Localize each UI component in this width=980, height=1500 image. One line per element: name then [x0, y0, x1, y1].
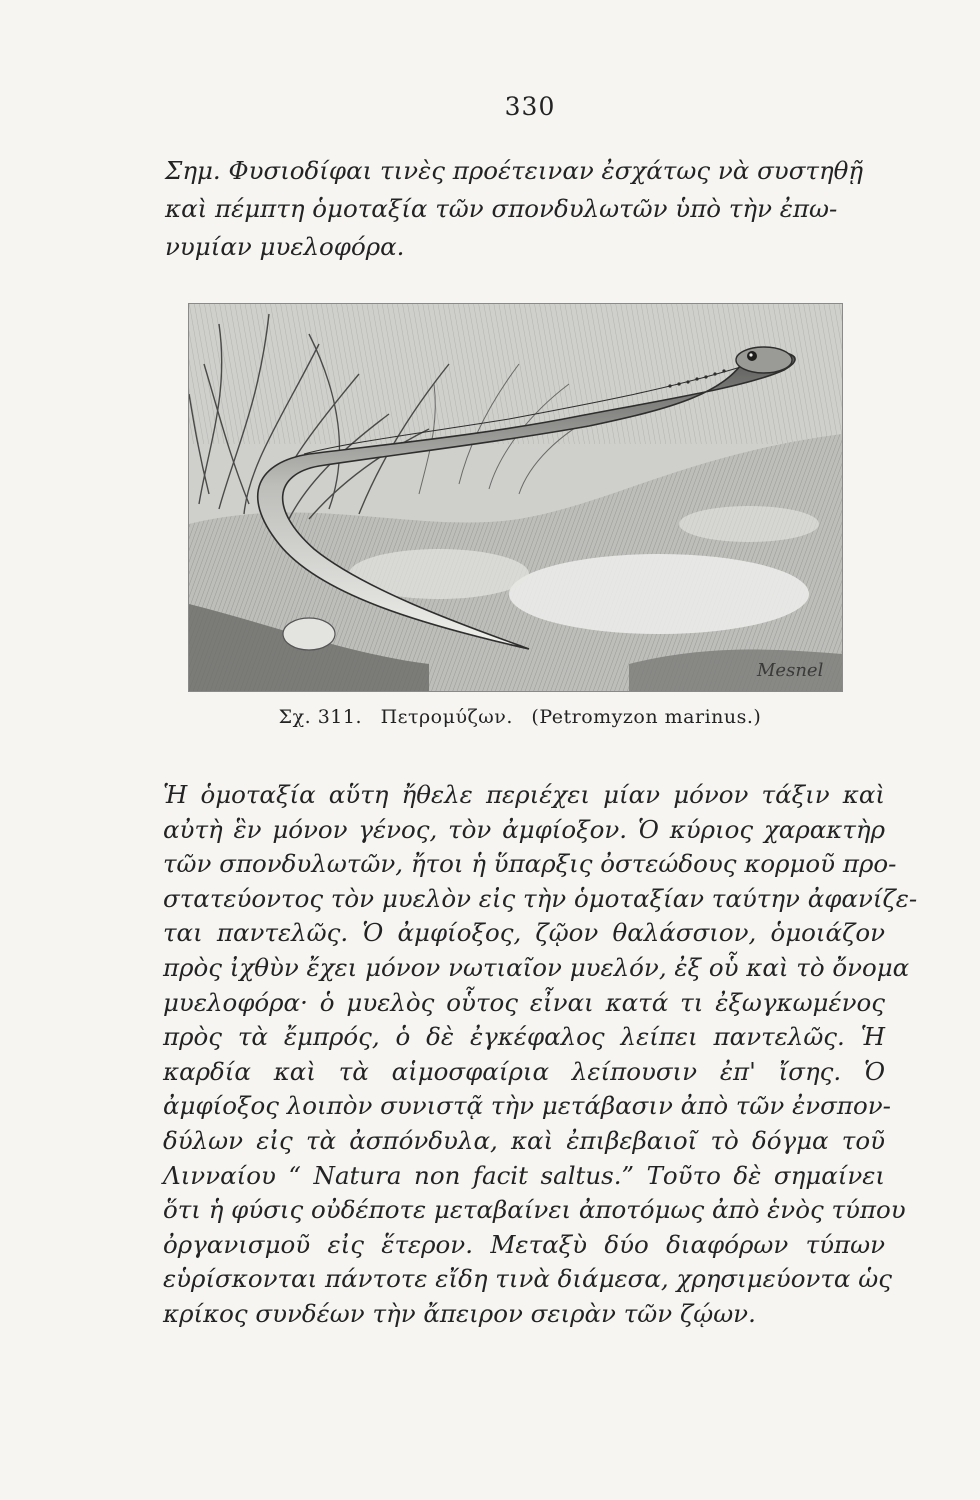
text-line: μυελοφόρα· ὁ μυελὸς οὗτος εἶναι κατά τι ἐξωγκωμένος: [163, 987, 885, 1017]
text-line: δύλων εἰς τὰ ἀσπόνδυλα, καὶ ἐπιβεβαιοῖ τὸ δόγμα τοῦ: [163, 1125, 885, 1155]
footnote-paragraph: [165, 152, 880, 266]
text-line: ὅτι ἡ φύσις οὐδέποτε μεταβαίνει ἀποτόμως ἀπὸ ἑνὸς τύπου: [163, 1195, 906, 1225]
text-line: πρὸς τὰ ἔμπρός, ὁ δὲ ἐγκέφαλος λείπει παντελῶς. Ἡ: [163, 1022, 885, 1052]
figure-caption: [0, 706, 980, 728]
artist-signature: Mesnel: [757, 660, 824, 681]
caption-number: Σχ. 311.: [278, 706, 363, 728]
text-line: Ἡ ὁμοταξία αὕτη ἤθελε περιέχει μίαν μόνον τάξιν καὶ: [163, 780, 885, 809]
text-line: στατεύοντος τὸν μυελὸν εἰς τὴν ὁμοταξίαν ταύτην ἀφανίζε-: [163, 883, 918, 913]
text-line: τῶν σπονδυλωτῶν, ἤτοι ἡ ὕπαρξις ὀστεώδους κορμοῦ προ-: [163, 849, 897, 879]
text-line: αὐτὴ ἓν μόνον γένος, τὸν ἀμφίοξον. Ὁ κύριος χαρακτὴρ: [163, 814, 885, 844]
note-line: νυμίαν μυελοφόρα.: [165, 232, 405, 261]
text-line: ται παντελῶς. Ὁ ἀμφίοξος, ζῷον θαλάσσιον, ὁμοιάζον: [163, 918, 885, 948]
text-line: ἀμφίοξος λοιπὸν συνιστᾷ τὴν μετάβασιν ἀπὸ τῶν ἐνσπον-: [163, 1091, 891, 1121]
text-line: εὑρίσκονται πάντοτε εἴδη τινὰ διάμεσα, χρησιμεύοντα ὡς: [163, 1264, 892, 1294]
note-line: καὶ πέμπτη ὁμοταξία τῶν σπονδυλωτῶν ὑπὸ τὴν ἐπω-: [165, 194, 838, 223]
lamprey-illustration: [188, 303, 843, 692]
text-line: ὀργανισμοῦ εἰς ἕτερον. Μεταξὺ δύο διαφόρων τύπων: [163, 1229, 885, 1259]
main-paragraph: [163, 778, 918, 1332]
caption-latin-name: (Petromyzon marinus.): [531, 706, 762, 728]
caption-greek-name: Πετρομύζων.: [380, 706, 513, 728]
text-line: καρδία καὶ τὰ αἱμοσφαίρια λείπουσιν ἐπ' ἴσης. Ὁ: [163, 1056, 885, 1086]
note-line: Σημ. Φυσιοδίφαι τινὲς προέτειναν ἐσχάτως νὰ συστηθῇ: [165, 156, 864, 185]
text-line: πρὸς ἰχθὺν ἔχει μόνον νωτιαῖον μυελόν, ἐξ οὗ καὶ τὸ ὄνομα: [163, 952, 910, 982]
page-number: 330: [504, 92, 556, 121]
text-line: κρίκος συνδέων τὴν ἄπειρον σειρὰν τῶν ζῴων.: [163, 1298, 756, 1328]
engraving-image: [189, 304, 842, 691]
text-line: Λινναίου “ Natura non facit saltus.” Τοῦτο δὲ σημαίνει: [163, 1160, 885, 1190]
